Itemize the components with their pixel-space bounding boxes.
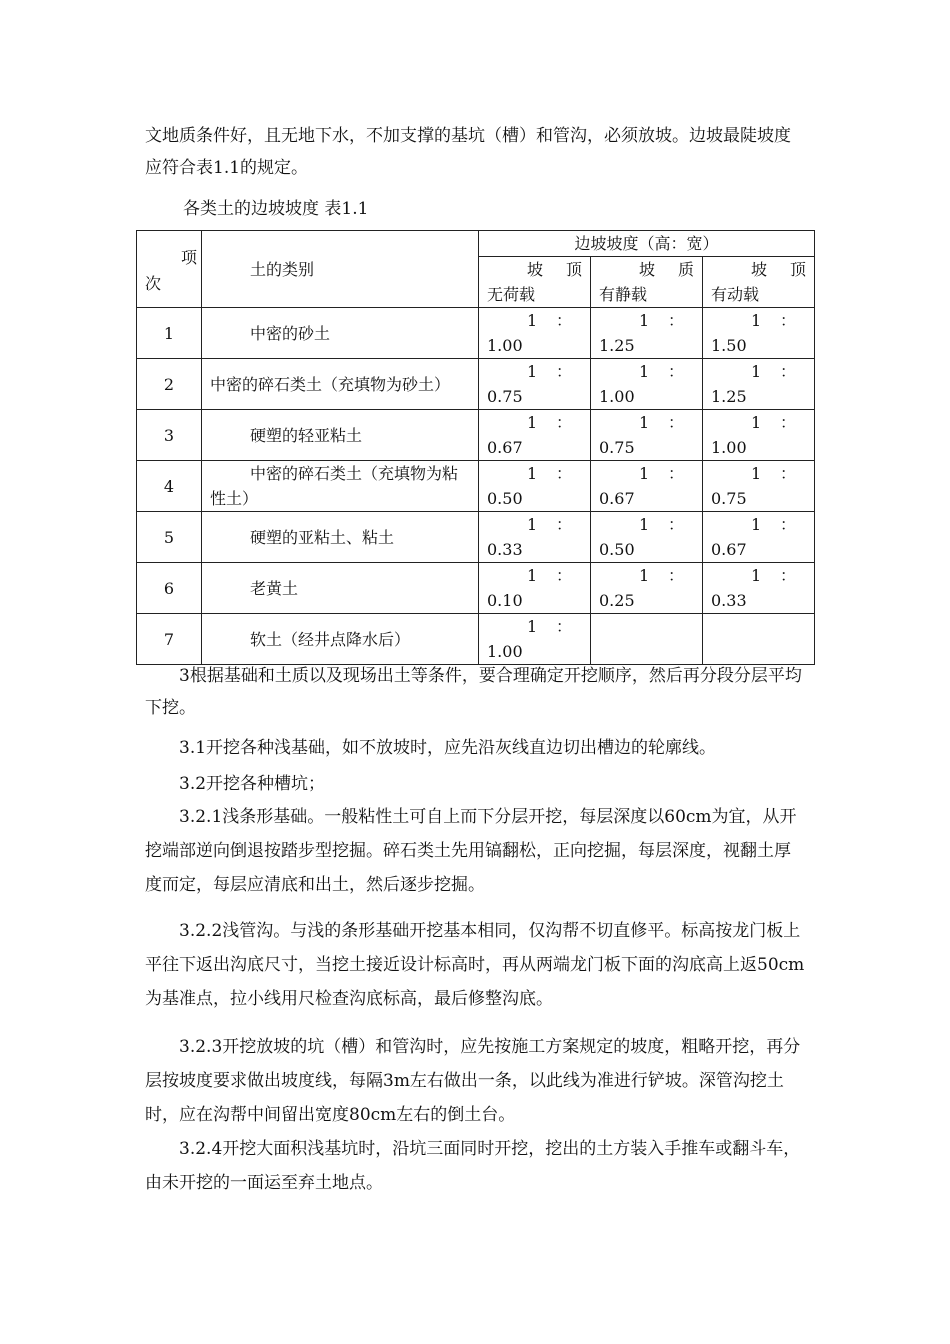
row-type: 中密的碎石类土（充填物为粘性土） bbox=[202, 461, 479, 512]
table-row bbox=[137, 512, 815, 563]
header-col-3 bbox=[703, 257, 815, 308]
header-type: 土的类别 bbox=[202, 231, 479, 308]
header-num-top: 项 bbox=[180, 248, 197, 267]
row-value: 1 ： 0.75 bbox=[703, 461, 815, 512]
header-col-3-a: 坡 bbox=[751, 260, 768, 279]
row-num: 7 bbox=[137, 614, 202, 665]
row-num: 2 bbox=[137, 359, 202, 410]
paragraph-3-2-4: 3.2.4开挖大面积浅基坑时，沿坑三面同时开挖，挖出的土方装入手推车或翻斗车，由未开挖的一面运至弃土地点。 bbox=[145, 1139, 801, 1193]
row-value: 1 ： 0.10 bbox=[479, 563, 591, 614]
header-col-2-label: 有静载 bbox=[599, 285, 648, 304]
header-col-1-label: 无荷载 bbox=[487, 285, 536, 304]
header-num-bottom: 次 bbox=[145, 274, 162, 293]
row-value: 1 ： 1.00 bbox=[479, 614, 591, 665]
row-value: 1 ： 0.50 bbox=[479, 461, 591, 512]
header-col-2-a: 坡 bbox=[639, 260, 656, 279]
row-value: 1 ： 0.67 bbox=[479, 410, 591, 461]
header-col-1 bbox=[479, 257, 591, 308]
paragraph-3-2-2: 3.2.2浅管沟。与浅的条形基础开挖基本相同，仅沟帮不切直修平。标高按龙门板上平往下返出沟底尺寸，当挖土接近设计标高时，再从两端龙门板下面的沟底高上返50cm为基准点，拉小线用尺检查沟底标高，最后修整沟底。 bbox=[145, 921, 805, 1009]
row-num: 5 bbox=[137, 512, 202, 563]
table-row bbox=[137, 308, 815, 359]
paragraph-3-1: 3.1开挖各种浅基础，如不放坡时，应先沿灰线直边切出槽边的轮廓线。 bbox=[179, 738, 717, 758]
header-group: 边坡坡度（高：宽） bbox=[479, 231, 815, 257]
paragraph-3-2-3: 3.2.3开挖放坡的坑（槽）和管沟时，应先按施工方案规定的坡度，粗略开挖，再分层按坡度要求做出坡度线，每隔3m左右做出一条，以此线为准进行铲坡。深管沟挖土时，应在沟帮中间留出宽度80cm左右的倒土台。 bbox=[145, 1037, 801, 1125]
row-value: 1 ： 0.25 bbox=[591, 563, 703, 614]
row-value: 1 ： 0.33 bbox=[479, 512, 591, 563]
table-row bbox=[137, 461, 815, 512]
row-num: 6 bbox=[137, 563, 202, 614]
row-value: 1 ： 0.67 bbox=[591, 461, 703, 512]
table-row bbox=[137, 563, 815, 614]
header-col-2 bbox=[591, 257, 703, 308]
row-value: 1 ： 1.00 bbox=[479, 308, 591, 359]
row-num: 1 bbox=[137, 308, 202, 359]
row-type: 老黄土 bbox=[202, 563, 479, 614]
row-value-empty bbox=[703, 614, 815, 665]
table-row bbox=[137, 359, 815, 410]
row-value: 1 ： 1.25 bbox=[703, 359, 815, 410]
row-value: 1 ： 1.50 bbox=[703, 308, 815, 359]
table-caption: 各类土的边坡坡度 表1.1 bbox=[183, 199, 369, 219]
slope-table bbox=[136, 230, 815, 665]
paragraph-3-2: 3.2开挖各种槽坑； bbox=[179, 774, 326, 794]
row-num: 4 bbox=[137, 461, 202, 512]
table-row bbox=[137, 410, 815, 461]
row-value: 1 ： 1.00 bbox=[591, 359, 703, 410]
row-type: 中密的碎石类土（充填物为砂土） bbox=[202, 359, 479, 410]
row-value: 1 ： 0.75 bbox=[479, 359, 591, 410]
row-type: 硬塑的轻亚粘土 bbox=[202, 410, 479, 461]
row-type: 硬塑的亚粘土、粘土 bbox=[202, 512, 479, 563]
header-col-1-a: 坡 bbox=[527, 260, 544, 279]
row-value: 1 ： 1.25 bbox=[591, 308, 703, 359]
row-value: 1 ： 1.00 bbox=[703, 410, 815, 461]
paragraph-3-2-1: 3.2.1浅条形基础。一般粘性土可自上而下分层开挖，每层深度以60cm为宜，从开挖端部逆向倒退按踏步型挖掘。碎石类土先用镐翻松，正向挖掘，每层深度，视翻土厚度而定，每层应清底和出土，然后逐步挖掘。 bbox=[145, 807, 797, 895]
row-value: 1 ： 0.75 bbox=[591, 410, 703, 461]
row-value: 1 ： 0.33 bbox=[703, 563, 815, 614]
table-row bbox=[137, 614, 815, 665]
row-value: 1 ： 0.67 bbox=[703, 512, 815, 563]
header-col-1-b: 顶 bbox=[565, 260, 582, 279]
row-value-empty bbox=[591, 614, 703, 665]
header-col-2-b: 质 bbox=[677, 260, 694, 279]
row-value: 1 ： 0.50 bbox=[591, 512, 703, 563]
header-col-3-b: 顶 bbox=[790, 260, 807, 279]
header-col-3-label: 有动载 bbox=[711, 285, 760, 304]
intro-paragraph: 文地质条件好，且无地下水，不加支撑的基坑（槽）和管沟，必须放坡。边坡最陡坡度应符合表1.1的规定。 bbox=[145, 126, 791, 178]
row-type: 软土（经井点降水后） bbox=[202, 614, 479, 665]
header-num bbox=[137, 231, 202, 308]
paragraph-3: 3根据基础和土质以及现场出土等条件，要合理确定开挖顺序，然后再分段分层平均下挖。 bbox=[145, 666, 802, 718]
row-type: 中密的砂土 bbox=[202, 308, 479, 359]
row-num: 3 bbox=[137, 410, 202, 461]
